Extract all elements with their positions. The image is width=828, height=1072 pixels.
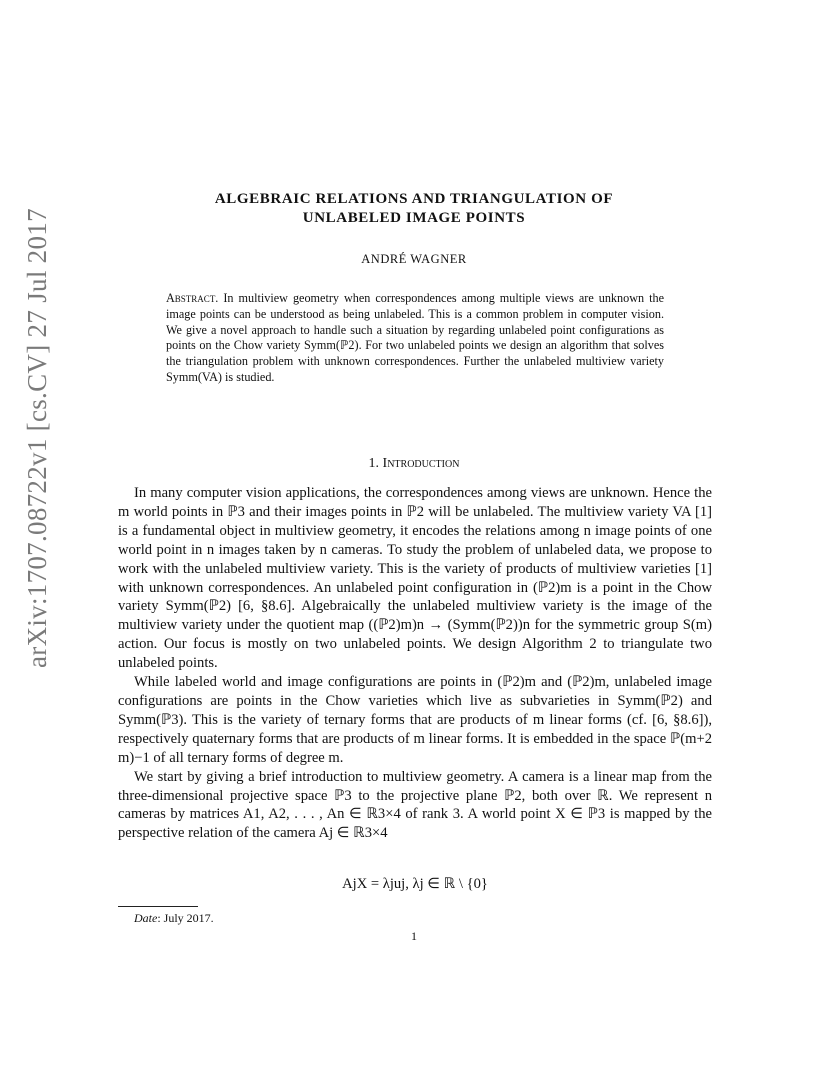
footnote-text: : July 2017. <box>157 911 214 925</box>
author-name: ANDRÉ WAGNER <box>361 252 467 266</box>
section-title: Introduction <box>382 456 460 471</box>
section-number: 1. <box>368 456 380 471</box>
paper-title <box>120 190 708 228</box>
display-equation: AjX = λjuj, λj ∈ ℝ \ {0} <box>342 876 488 892</box>
page-number: 1 <box>411 929 417 943</box>
paragraph: While labeled world and image configurations are points in (ℙ2)m and (ℙ2)m, unlabeled image configurations are points in the Chow varieties which live as subvarieties in Symm(ℙ2) and Symm(ℙ3). This is the variety of ternary forms that are products of m linear forms (cf. [6, §8.6]), respectively quaternary forms that are products of m linear forms. It is embedded in the space ℙ(m+2 m)−1 of all ternary forms of degree m. <box>118 674 712 766</box>
abstract-text: In multiview geometry when correspondences among multiple views are unknown the image points can be understood as being unlabeled. This is a common problem in computer vision. We give a novel approach to handle such a situation by regarding unlabeled point configurations as points on the Chow variety Symm(ℙ2). For two unlabeled points we design an algorithm that solves the triangulation problem with unknown correspondences. Further the unlabeled multiview variety Symm(VA) is studied. <box>166 291 664 384</box>
footnote-label: Date <box>134 911 158 925</box>
title-line-2: UNLABELED IMAGE POINTS <box>302 210 526 226</box>
title-line-1: ALGEBRAIC RELATIONS AND TRIANGULATION OF <box>214 191 614 207</box>
date-footnote <box>134 911 214 926</box>
paragraph: We start by giving a brief introduction to multiview geometry. A camera is a linear map from the three-dimensional projective space ℙ3 to the projective plane ℙ2, both over ℝ. We represent n cameras by matrices A1, A2, . . . , An ∈ ℝ3×4 of rank 3. A world point X ∈ ℙ3 is mapped by the perspective relation of the camera Aj ∈ ℝ3×4 <box>118 768 712 842</box>
abstract-label: Abstract. <box>166 291 219 305</box>
arxiv-identifier-stamp: arXiv:1707.08722v1 [cs.CV] 27 Jul 2017 <box>22 208 52 668</box>
body-text <box>118 484 712 843</box>
footnote-divider <box>118 906 198 907</box>
section-heading <box>120 456 708 472</box>
paragraph: In many computer vision applications, the correspondences among views are unknown. Hence the m world points in ℙ3 and their images points in ℙ2 will be unlabeled. The multiview variety VA [1] is a fundamental object in multiview geometry, it encodes the relations among n image points of one world point in n images taken by n cameras. To study the problem of unlabeled data, we propose to work with the unlabeled multiview variety. This is the variety of products of multiview varieties [1] with unknown correspondences. An unlabeled point configuration in (ℙ2)m is a point in the Chow variety Symm(ℙ2) [6, §8.6]. Algebraically the unlabeled multiview variety is the image of the multiview variety under the quotient map ((ℙ2)m)n → (Symm(ℙ2))n for the symmetric group S(m) action. Our focus is mostly on two unlabeled points. We design Algorithm 2 to triangulate two unlabeled points. <box>118 485 712 672</box>
abstract-block <box>166 291 664 386</box>
